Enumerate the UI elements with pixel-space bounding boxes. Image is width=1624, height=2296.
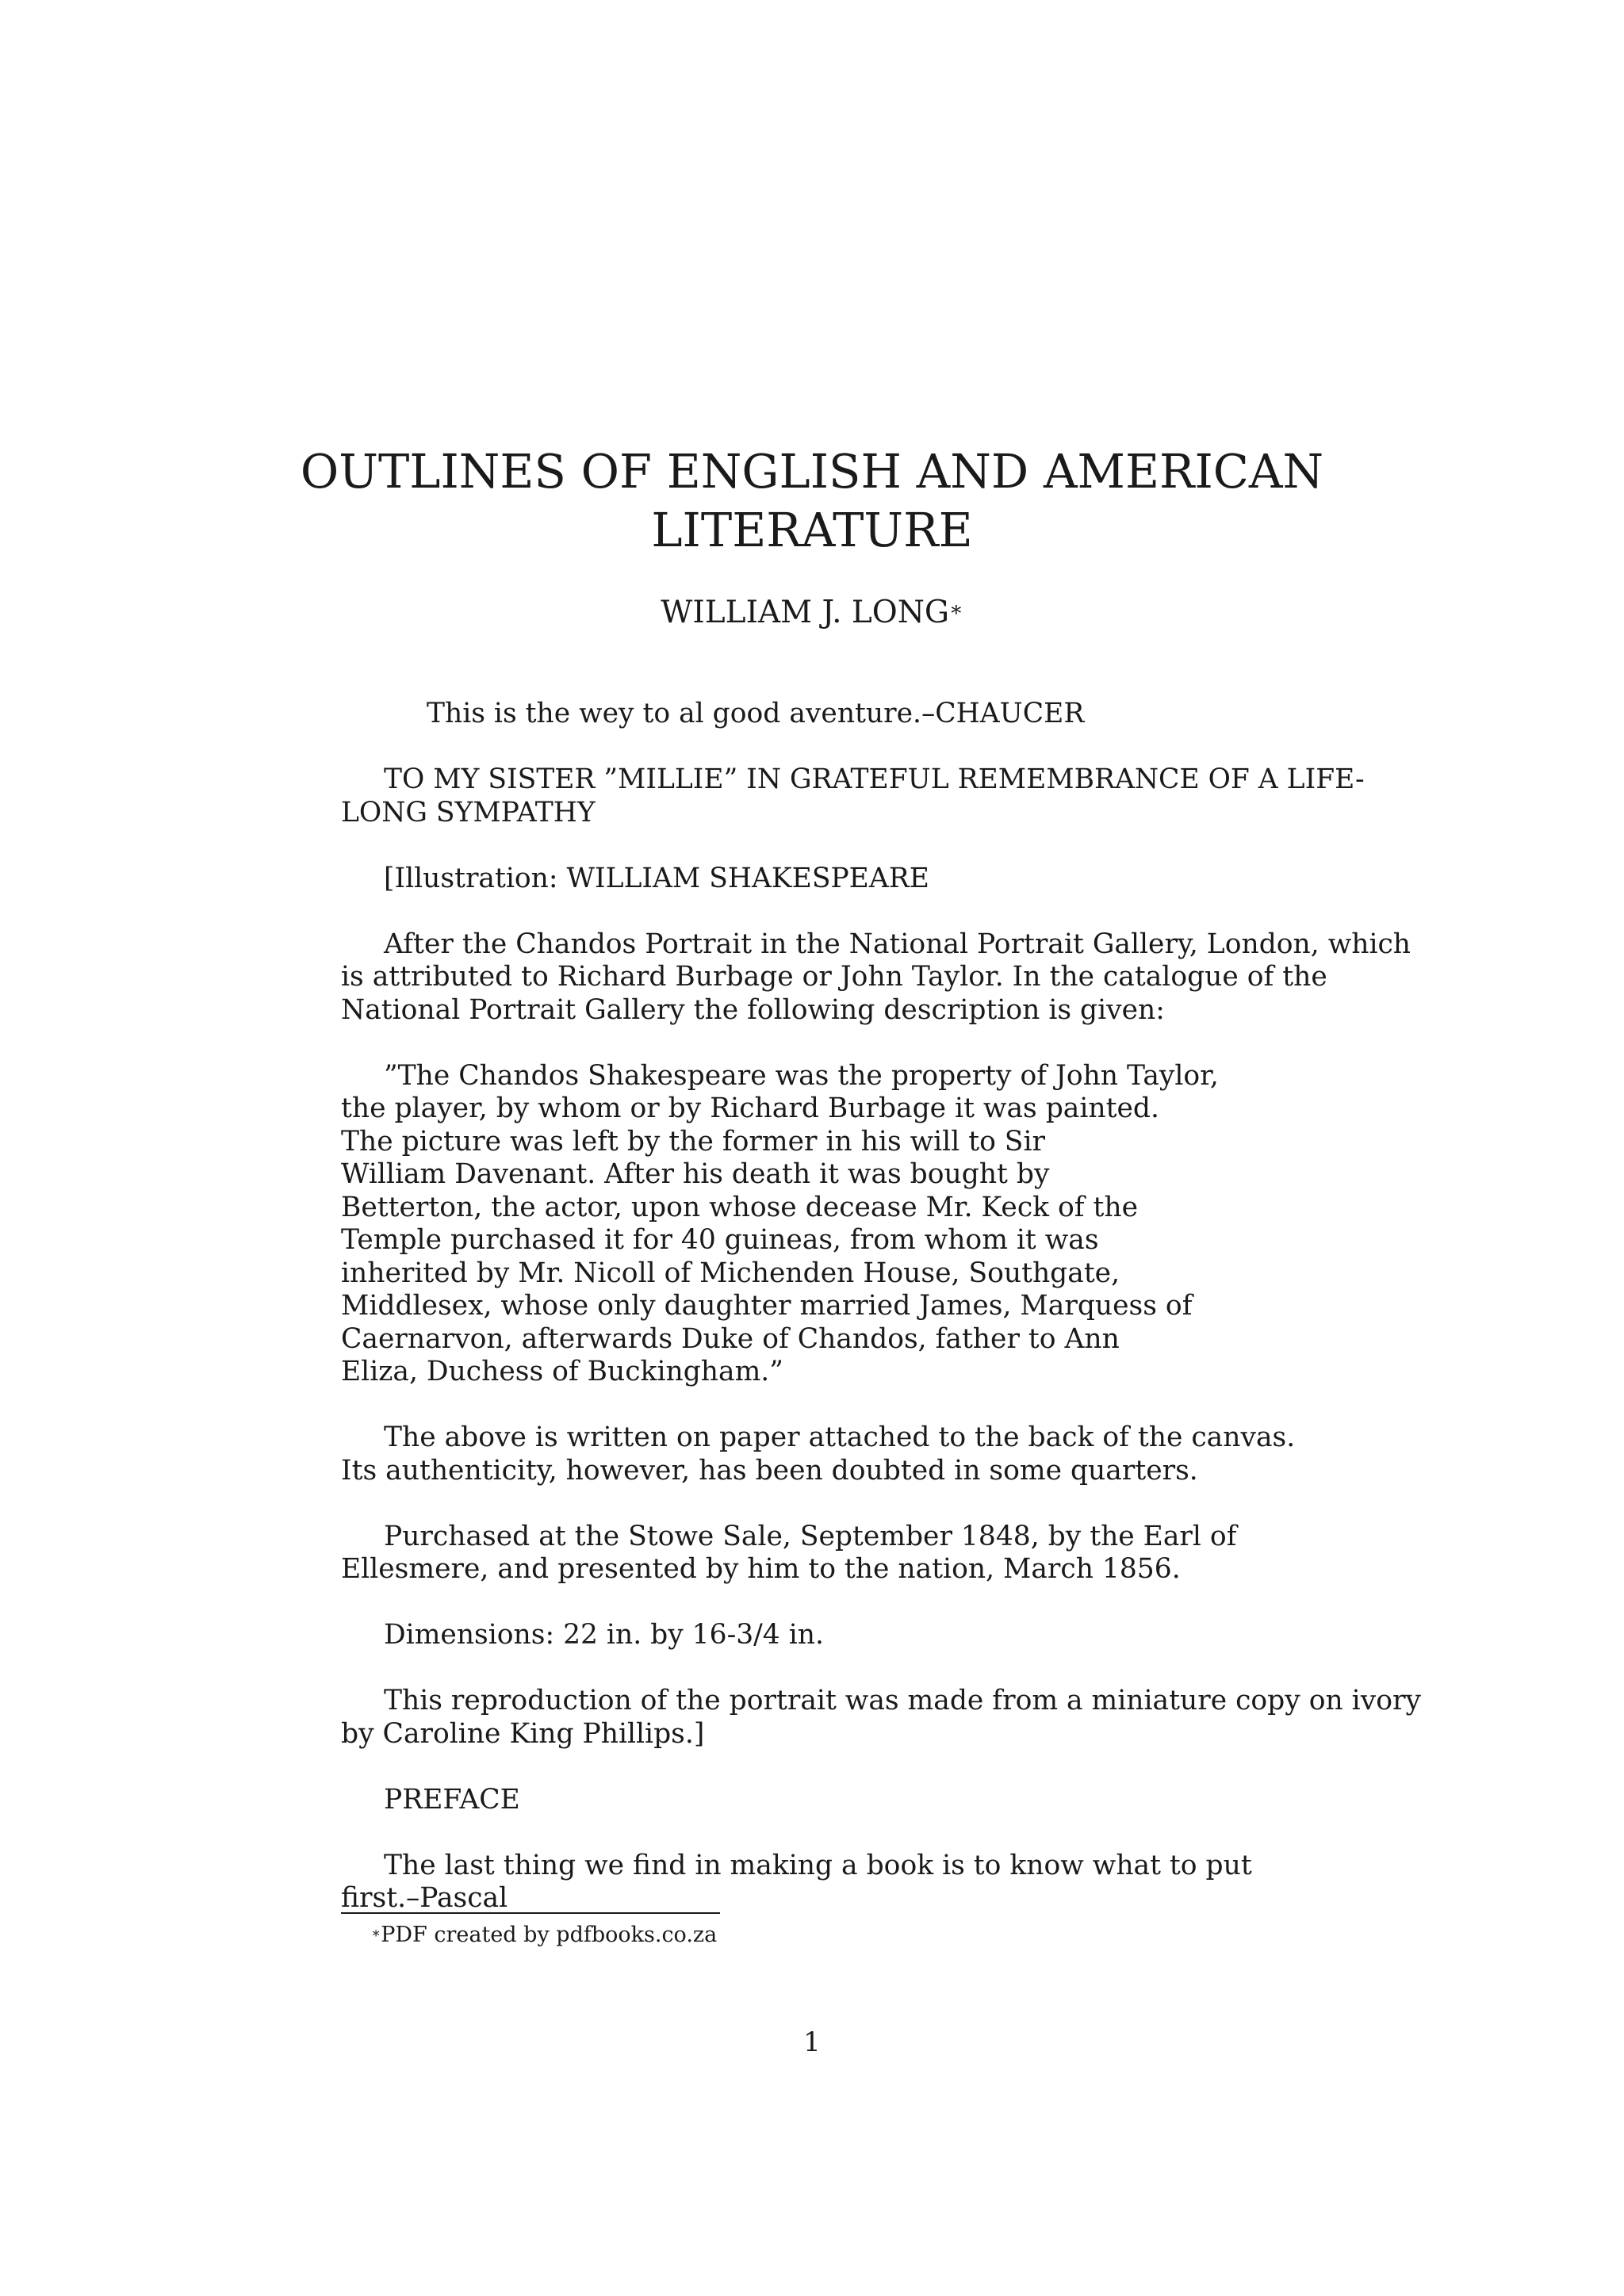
illustration-heading-text: [Illustration: WILLIAM SHAKESPEARE — [384, 862, 929, 894]
footnote — [371, 1922, 717, 1949]
body-text — [341, 698, 1421, 1948]
quote-line: Temple purchased it for 40 guineas, from whom it was — [341, 1224, 1099, 1256]
canvas-paragraph — [341, 1422, 1296, 1487]
reproduction-paragraph — [341, 1685, 1421, 1751]
illustration-heading — [341, 863, 1289, 896]
portrait-line: is attributed to Richard Burbage or John Taylor. In the catalogue of the — [341, 961, 1327, 993]
author-text: WILLIAM J. LONG — [661, 595, 950, 630]
purchase-line: Ellesmere, and presented by him to the nation, March 1856. — [341, 1553, 1181, 1585]
footnote-mark: ∗ — [371, 1925, 381, 1942]
quote-line: Eliza, Duchess of Buckingham.” — [341, 1356, 783, 1387]
quote-line: ”The Chandos Shakespeare was the property of John Taylor, — [384, 1059, 1219, 1092]
dedication-line-2: LONG SYMPATHY — [341, 796, 596, 828]
portrait-paragraph — [341, 928, 1411, 1027]
dimensions-paragraph — [341, 1619, 1289, 1652]
quote-line: The picture was left by the former in his will to Sir — [341, 1125, 1045, 1158]
document-title — [0, 442, 1624, 560]
preface-line: first.–Pascal — [341, 1882, 508, 1914]
quote-line: Middlesex, whose only daughter married James, Marquess of — [341, 1290, 1193, 1322]
purchase-line: Purchased at the Stowe Sale, September 1848, by the Earl of — [384, 1520, 1237, 1552]
quote-line: William Davenant. After his death it was bought by — [341, 1158, 1050, 1190]
portrait-line: After the Chandos Portrait in the National Portrait Gallery, London, which — [384, 928, 1411, 960]
dedication-line-1: TO MY SISTER ”MILLIE” IN GRATEFUL REMEMBRANCE OF A LIFE- — [384, 763, 1365, 795]
preface-heading — [341, 1784, 1289, 1817]
dimensions-text: Dimensions: 22 in. by 16-3/4 in. — [384, 1619, 824, 1651]
purchase-paragraph — [341, 1521, 1289, 1586]
portrait-line: National Portrait Gallery the following description is given: — [341, 993, 1165, 1026]
reproduction-line: This reproduction of the portrait was made from a miniature copy on ivory — [384, 1685, 1421, 1716]
epigraph-text: This is the wey to al good aventure.–CHAUCER — [427, 698, 1085, 729]
preface-line: The last thing we find in making a book is to know what to put — [384, 1849, 1252, 1881]
quote-line: the player, by whom or by Richard Burbage it was painted. — [341, 1093, 1159, 1124]
preface-heading-text: PREFACE — [384, 1783, 520, 1816]
author-name — [0, 593, 1624, 633]
quote-line: Caernarvon, afterwards Duke of Chandos, father to Ann — [341, 1322, 1120, 1355]
title-line-2: LITERATURE — [651, 503, 973, 557]
footnote-divider — [341, 1912, 720, 1914]
epigraph — [341, 698, 1289, 731]
page-number: 1 — [803, 2026, 821, 2058]
preface-paragraph — [341, 1850, 1289, 1915]
quote-line: Betterton, the actor, upon whose decease Mr. Keck of the — [341, 1191, 1139, 1223]
reproduction-line: by Caroline King Phillips.] — [341, 1717, 705, 1750]
author-footnote-mark: ∗ — [949, 598, 963, 622]
title-line-1: OUTLINES OF ENGLISH AND AMERICAN — [300, 444, 1324, 499]
canvas-line: Its authenticity, however, has been doubted in some quarters. — [341, 1454, 1198, 1487]
quote-line: inherited by Mr. Nicoll of Michenden House, Southgate, — [341, 1257, 1120, 1289]
dedication — [341, 763, 1365, 829]
canvas-line: The above is written on paper attached to the back of the canvas. — [384, 1422, 1296, 1453]
chandos-quote — [341, 1060, 1289, 1389]
footnote-text: PDF created by pdfbooks.co.za — [381, 1923, 718, 1947]
